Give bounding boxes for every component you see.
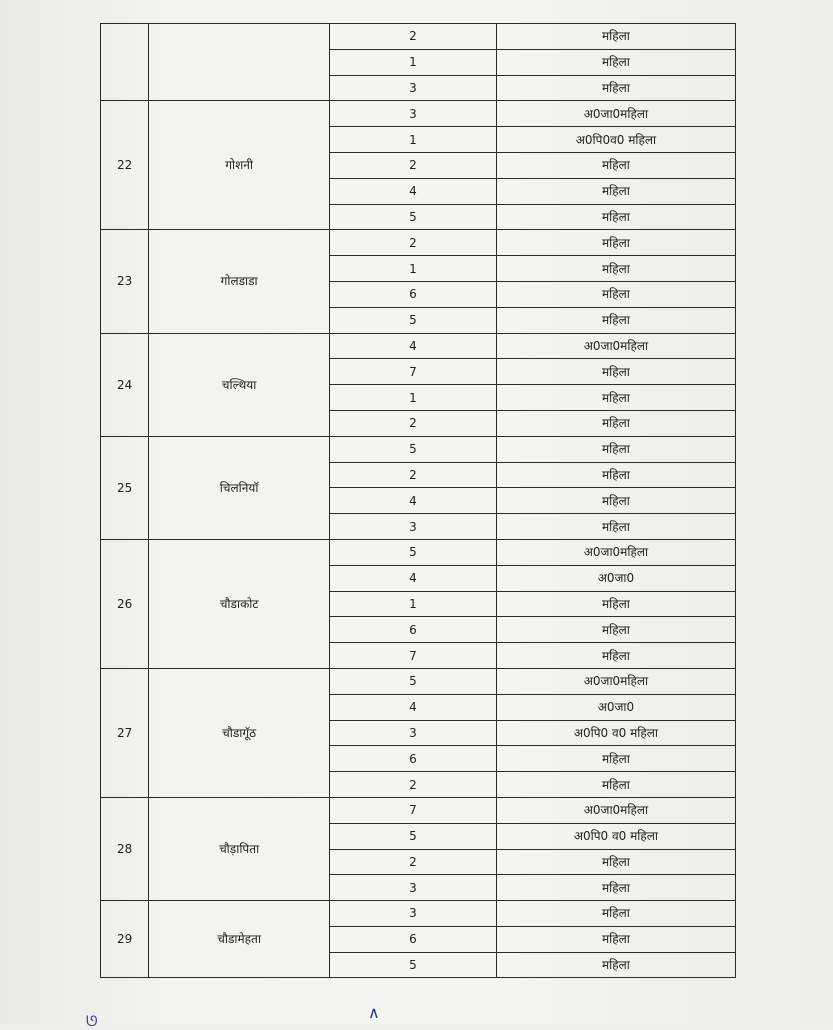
village-number-cell: 24 (101, 333, 149, 436)
reservation-cell: महिला (496, 436, 735, 462)
ward-number-cell: 7 (330, 643, 497, 669)
reservation-cell: महिला (496, 307, 735, 333)
ward-number-cell: 4 (330, 565, 497, 591)
village-name-cell: चौड़ापिता (149, 797, 330, 900)
ward-number-cell: 5 (330, 823, 497, 849)
reservation-cell: महिला (496, 849, 735, 875)
reservation-cell: महिला (496, 643, 735, 669)
ward-number-cell: 1 (330, 385, 497, 411)
ward-number-cell: 6 (330, 281, 497, 307)
village-number-cell: 25 (101, 436, 149, 539)
reservation-table (100, 23, 736, 978)
reservation-cell: महिला (496, 901, 735, 927)
village-number-cell: 29 (101, 901, 149, 978)
ward-number-cell: 2 (330, 772, 497, 798)
ward-number-cell: 2 (330, 410, 497, 436)
reservation-cell: महिला (496, 24, 735, 50)
ward-number-cell: 5 (330, 307, 497, 333)
ward-number-cell: 6 (330, 746, 497, 772)
reservation-cell: अ0जा0 (496, 694, 735, 720)
reservation-cell: महिला (496, 178, 735, 204)
village-number-cell: 26 (101, 539, 149, 668)
village-number-cell (101, 24, 149, 101)
reservation-cell: महिला (496, 359, 735, 385)
ward-number-cell: 2 (330, 849, 497, 875)
ward-number-cell: 6 (330, 617, 497, 643)
ward-number-cell: 3 (330, 101, 497, 127)
reservation-cell: अ0पि0व0 महिला (496, 127, 735, 153)
village-name-cell: गोशनी (149, 101, 330, 230)
table-row (101, 24, 736, 50)
reservation-cell: महिला (496, 49, 735, 75)
reservation-cell: महिला (496, 256, 735, 282)
ward-number-cell: 3 (330, 901, 497, 927)
reservation-cell: महिला (496, 281, 735, 307)
ward-number-cell: 3 (330, 75, 497, 101)
ward-number-cell: 4 (330, 694, 497, 720)
handwritten-mark: ᘎ (86, 1014, 98, 1030)
ward-number-cell: 7 (330, 359, 497, 385)
reservation-cell: अ0जा0महिला (496, 333, 735, 359)
ward-number-cell: 5 (330, 436, 497, 462)
village-number-cell: 22 (101, 101, 149, 230)
ward-number-cell: 1 (330, 127, 497, 153)
village-name-cell: चल्थिया (149, 333, 330, 436)
ward-number-cell: 3 (330, 514, 497, 540)
ward-number-cell: 4 (330, 333, 497, 359)
table-row (101, 101, 736, 127)
table-row (101, 333, 736, 359)
reservation-cell: महिला (496, 75, 735, 101)
reservation-cell: महिला (496, 462, 735, 488)
ward-number-cell: 5 (330, 539, 497, 565)
table-row (101, 436, 736, 462)
ward-number-cell: 2 (330, 230, 497, 256)
reservation-cell: महिला (496, 746, 735, 772)
ward-number-cell: 5 (330, 204, 497, 230)
ward-number-cell: 7 (330, 797, 497, 823)
reservation-cell: महिला (496, 152, 735, 178)
reservation-cell: महिला (496, 926, 735, 952)
reservation-cell: अ0जा0महिला (496, 797, 735, 823)
village-name-cell: चौडागूॅठ (149, 668, 330, 797)
village-number-cell: 23 (101, 230, 149, 333)
ward-number-cell: 5 (330, 952, 497, 978)
reservation-cell: अ0जा0महिला (496, 101, 735, 127)
ward-number-cell: 1 (330, 49, 497, 75)
ward-number-cell: 3 (330, 720, 497, 746)
village-name-cell: चौडामेहता (149, 901, 330, 978)
village-name-cell (149, 24, 330, 101)
village-number-cell: 27 (101, 668, 149, 797)
ward-number-cell: 1 (330, 591, 497, 617)
reservation-cell: महिला (496, 230, 735, 256)
table-row (101, 797, 736, 823)
village-name-cell: गोलडाडा (149, 230, 330, 333)
reservation-cell: अ0जा0महिला (496, 668, 735, 694)
table-row (101, 230, 736, 256)
village-number-cell: 28 (101, 797, 149, 900)
reservation-cell: महिला (496, 772, 735, 798)
reservation-cell: महिला (496, 385, 735, 411)
ward-number-cell: 3 (330, 875, 497, 901)
ward-number-cell: 1 (330, 256, 497, 282)
table-row (101, 668, 736, 694)
ward-number-cell: 5 (330, 668, 497, 694)
reservation-cell: महिला (496, 591, 735, 617)
reservation-cell: महिला (496, 514, 735, 540)
reservation-cell: महिला (496, 952, 735, 978)
reservation-cell: अ0जा0 (496, 565, 735, 591)
ward-number-cell: 4 (330, 488, 497, 514)
table-row (101, 539, 736, 565)
ward-number-cell: 2 (330, 152, 497, 178)
ward-number-cell: 4 (330, 178, 497, 204)
ward-number-cell: 6 (330, 926, 497, 952)
village-name-cell: चौडाकोट (149, 539, 330, 668)
reservation-cell: महिला (496, 617, 735, 643)
reservation-cell: अ0जा0महिला (496, 539, 735, 565)
handwritten-mark-2: ∧ (368, 1003, 380, 1022)
village-name-cell: चिलनियॉ (149, 436, 330, 539)
reservation-cell: महिला (496, 410, 735, 436)
reservation-cell: महिला (496, 204, 735, 230)
reservation-cell: अ0पि0 व0 महिला (496, 823, 735, 849)
ward-number-cell: 2 (330, 24, 497, 50)
reservation-cell: महिला (496, 875, 735, 901)
reservation-cell: महिला (496, 488, 735, 514)
table-row (101, 901, 736, 927)
ward-number-cell: 2 (330, 462, 497, 488)
reservation-cell: अ0पि0 व0 महिला (496, 720, 735, 746)
